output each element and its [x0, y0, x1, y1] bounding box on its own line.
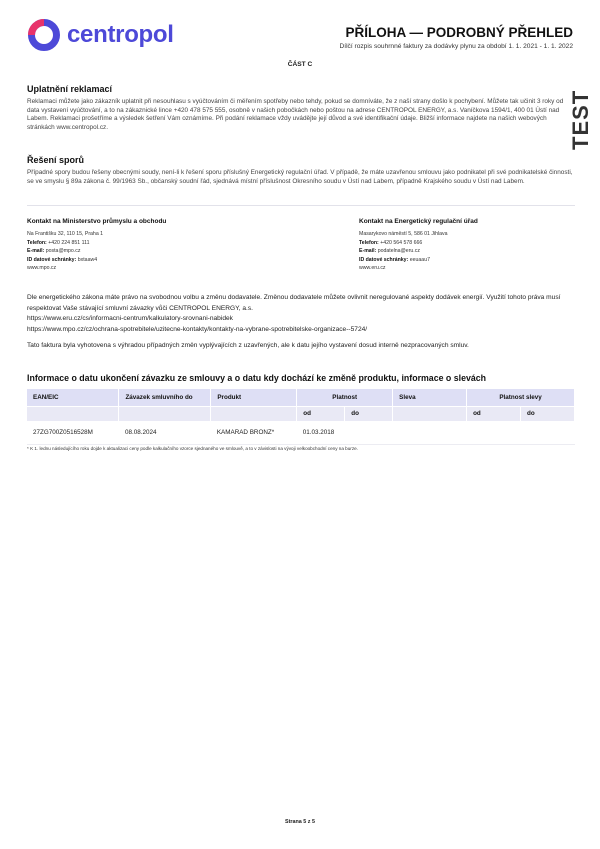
contact-databox: ID datové schránky: eeuaau7 [359, 256, 430, 263]
cell-ean: 27ZG700Z0516528M [27, 421, 119, 444]
brand-name: centropol [67, 21, 174, 48]
col-product: Produkt [211, 389, 297, 406]
cell-valid-to [345, 421, 393, 444]
col-ean: EAN/EIC [27, 389, 119, 406]
test-watermark: TEST [568, 89, 593, 150]
contact-address: Na Františku 32, 110 15, Praha 1 [27, 231, 104, 237]
centropol-logo [27, 18, 174, 52]
contact-mpo [27, 217, 227, 273]
contact-heading: Kontakt na Energetický regulační úřad [359, 218, 478, 225]
contract-table-heading: Informace o datu ukončení závazku ze smlouvy a o datu kdy dochází ke změně produktu, informace o slevách [27, 373, 487, 383]
contact-web: www.eru.cz [359, 265, 386, 272]
disputes-heading: Řešení sporů [27, 155, 85, 165]
contact-eru [359, 217, 559, 273]
contact-address: Masarykovo náměstí 5, 586 01 Jihlava [359, 231, 448, 237]
cell-valid-from: 01.03.2018 [297, 421, 345, 444]
contact-web: www.mpo.cz [27, 265, 57, 272]
col-discount-to: do [521, 406, 575, 421]
cell-discount-from [467, 421, 521, 444]
eru-link: https://www.eru.cz/cs/informacni-centrum/kalkulatory-srovnani-nabidek [27, 315, 233, 322]
contact-phone: Telefon: +420 564 578 666 [359, 239, 423, 246]
table-footnote: * K 1. lednu následujícího roku dojde k aktualizaci ceny podle kalkulačního vzorce sjednaného ve smlouvě, a to v závislosti na vývoji velkoobchodní ceny na burze. [27, 446, 358, 451]
contact-phone: Telefon: +420 224 851 111 [27, 239, 90, 246]
contact-heading: Kontakt na Ministerstvo průmyslu a obchodu [27, 218, 167, 225]
col-valid-to: do [345, 406, 393, 421]
page-subtitle: Dílčí rozpis souhrnné faktury za dodávky plynu za období 1. 1. 2021 - 1. 1. 2022 [339, 43, 573, 50]
claims-heading: Uplatnění reklamací [27, 84, 113, 94]
cell-discount [393, 421, 467, 444]
contact-email: E-mail: podatelna@eru.cz [359, 248, 420, 255]
part-label: ČÁST C [287, 61, 313, 68]
col-discount: Sleva [393, 389, 467, 406]
contract-table [27, 389, 575, 445]
cell-product: KAMARAD BRONZ* [211, 421, 297, 444]
col-commitment: Závazek smluvního do [119, 389, 211, 406]
page-title: PŘÍLOHA — PODROBNÝ PŘEHLED [345, 25, 573, 40]
switch-info-text: Dle energetického zákona máte právo na svobodnou volbu a změnu dodavatele. Změnou dodavatele můžete ovlivnit neregulované aspekty dodávek energií. Využití tohoto práva musí respektovat Vaše stávající smluvní závazky vůči CENTROPOL ENERGY, a.s. [27, 294, 561, 312]
page-number: Strana 5 z 5 [285, 819, 315, 825]
claims-text: Reklamaci můžete jako zákazník uplatnit při nesouhlasu s vyúčtováním či měřením spotřeby nebo tehdy, pokud se domníváte, že z naší strany došlo k pochybení. Můžete tak učinit 3 roky od data vystavení vyúčtování, a to na zákaznické lince +420 478 575 555, osobně v našich pobočkách nebo poštou na adrese CENTROPOL ENERGY, a.s. Vaníčkova 1594/1, 400 01 Ústí nad Labem. Reklamaci prošetříme a výsledek šetření Vám oznámíme. Při podání reklamace vždy uvádějte její důvod a své identifikační údaje. Bližší informace najdete na našich webových stránkách www.centropol.cz. [27, 98, 564, 131]
cell-discount-to [521, 421, 575, 444]
col-discount-from: od [467, 406, 521, 421]
mpo-link: https://www.mpo.cz/cz/ochrana-spotrebitele/uzitecne-kontakty/kontakty-na-vybrane-spotrebitelske-organizace--5724/ [27, 326, 368, 333]
reservation-text: Tato faktura byla vyhotovena s výhradou případných změn vyplývajících z uzavřených, ale k datu jejího vystavení dosud interně nezpracovaných smluv. [27, 342, 469, 349]
section-divider [27, 205, 575, 206]
col-valid-from: od [297, 406, 345, 421]
col-discount-validity: Platnost slevy [467, 389, 575, 406]
contact-email: E-mail: posta@mpo.cz [27, 248, 81, 255]
disputes-text: Případné spory budou řešeny obecnými soudy, není-li k řešení sporu příslušný Energetický regulační úřad. V případě, že máte uzavřenou smlouvu jako podnikatel při své podnikatelské činnosti, se ve smyslu § 89a zákona č. 99/1963 Sb., občanský soudní řád, sjednává místní příslušnost Okresního soudu v Ústí nad Labem, případně Krajského soudu v Ústí nad Labem. [27, 169, 573, 185]
cell-commitment: 08.08.2024 [119, 421, 211, 444]
centropol-ring-icon [27, 18, 61, 52]
table-row [27, 421, 575, 444]
col-validity: Platnost [297, 389, 393, 406]
contact-databox: ID datové schránky: bxtaaw4 [27, 256, 98, 263]
